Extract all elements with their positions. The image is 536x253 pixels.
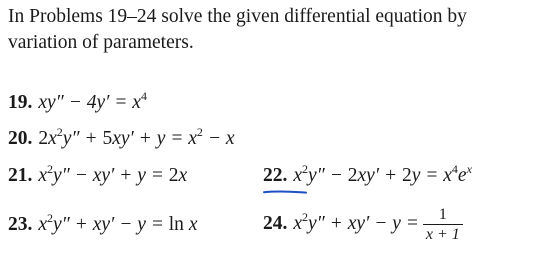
fraction-numerator: 1	[423, 205, 463, 225]
problem-number: 24.	[263, 213, 288, 234]
problem-equation: $x^2y'' - 2xy' + 2y = x^4e^x$	[293, 162, 472, 186]
problem-number: 23.	[8, 214, 33, 235]
instructions	[8, 4, 528, 56]
problem-23	[8, 206, 197, 237]
handwritten-underline-mark	[263, 190, 307, 194]
problem-number: 19.	[8, 92, 33, 113]
problem-number: 20.	[8, 128, 33, 149]
fraction-denominator: x + 1	[425, 226, 460, 244]
problem-number: 22.	[263, 165, 288, 186]
problem-21	[8, 157, 187, 188]
problem-equation: $xy'' - 4y' = x^4$	[38, 89, 147, 113]
problem-20	[8, 120, 235, 151]
problem-equation: $x^2y'' - xy' + y = 2x$	[38, 162, 188, 186]
instructions-line-2: variation of parameters.	[8, 32, 194, 53]
problem-equation: $x^2y'' + xy' - y$ =	[293, 210, 419, 234]
problem-equation: $x^2y'' + xy' - y = \ln x$	[38, 211, 198, 235]
problem-19	[8, 84, 147, 115]
instructions-line-1: In Problems 19–24 solve the given differential equation by	[8, 6, 467, 27]
fraction	[423, 205, 463, 244]
problem-number: 21.	[8, 165, 33, 186]
problem-24	[263, 195, 463, 246]
problem-equation: $2x^2y'' + 5xy' + y = x^2 - x$	[38, 125, 235, 149]
problem-22	[263, 157, 472, 188]
